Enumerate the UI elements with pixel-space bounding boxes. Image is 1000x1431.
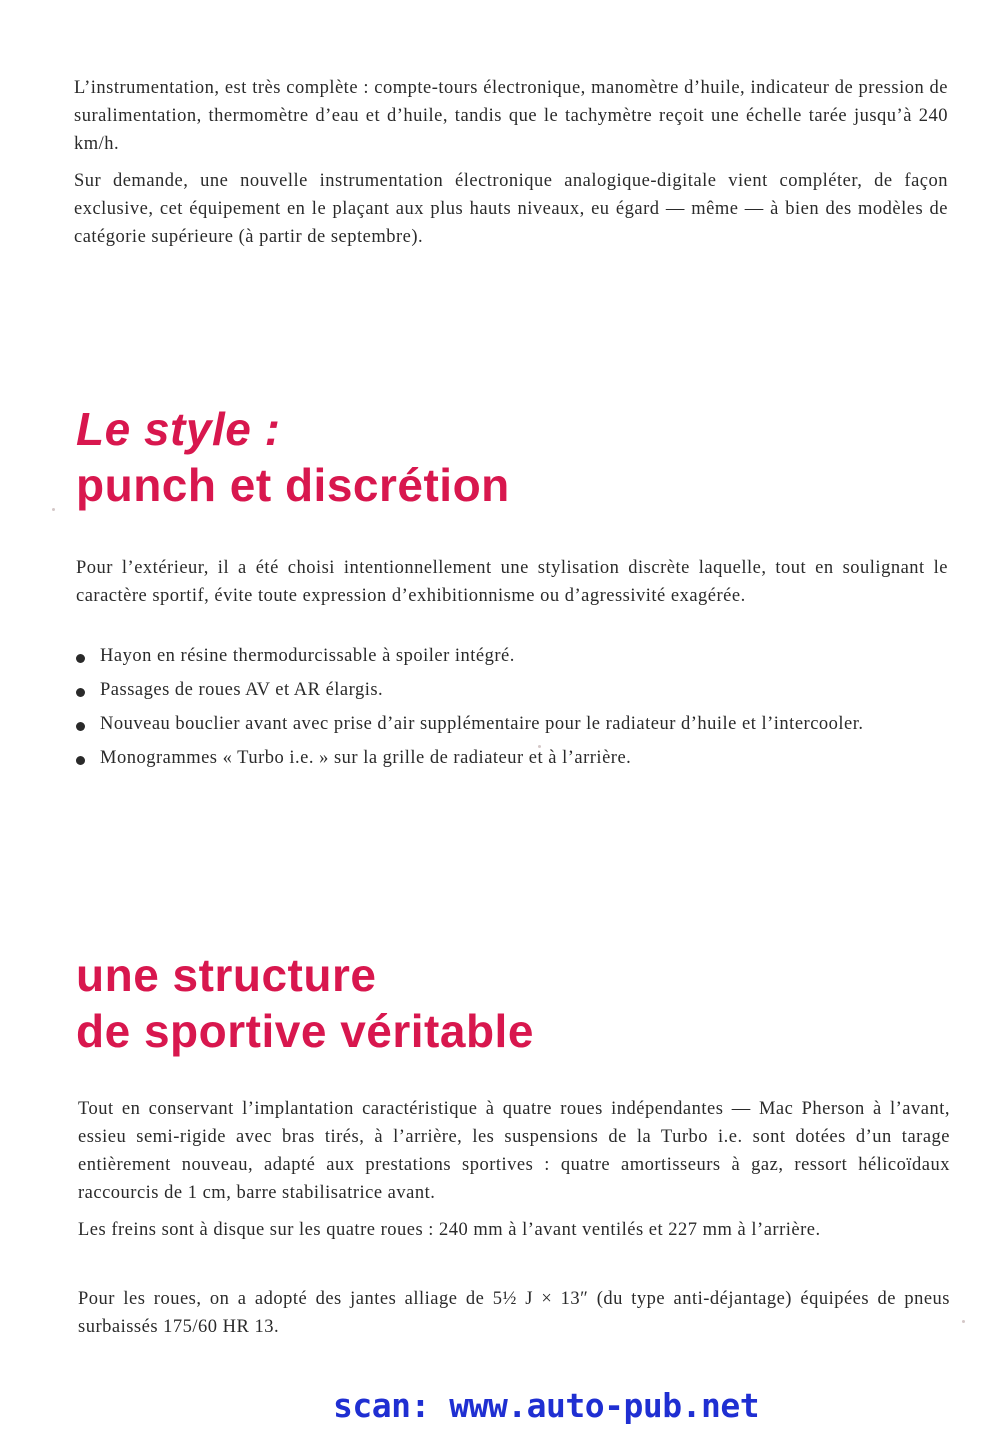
scan-watermark: scan: www.auto-pub.net (333, 1386, 760, 1425)
bullet-text: Nouveau bouclier avant avec prise d’air supplémentaire pour le radiateur d’huile et l’intercooler. (100, 714, 864, 734)
list-item (76, 676, 948, 704)
structure-heading-line-2: de sportive véritable (76, 1005, 534, 1057)
bullet-text: Passages de roues AV et AR élargis. (100, 680, 384, 700)
structure-paragraph-3: Pour les roues, on a adopté des jantes alliage de 5½ J × 13″ (du type anti-déjantage) équipées de pneus surbaissés 175/60 HR 13. (78, 1289, 950, 1337)
bullet-text: Monogrammes « Turbo i.e. » sur la grille de radiateur et à l’arrière. (100, 748, 632, 768)
structure-heading (76, 947, 534, 1059)
bullet-icon (76, 688, 85, 697)
structure-paragraph-2: Les freins sont à disque sur les quatre roues : 240 mm à l’avant ventilés et 227 mm à l’arrière. (78, 1220, 821, 1240)
style-paragraph: Pour l’extérieur, il a été choisi intentionnellement une stylisation discrète laquelle, tout en soulignant le caractère sportif, évite toute expression d’exhibitionnisme ou d’agressivité exagérée. (76, 558, 948, 606)
list-item (76, 642, 948, 670)
style-heading-line-2: punch et discrétion (76, 459, 510, 511)
bullet-icon (76, 756, 85, 765)
list-item (76, 744, 948, 772)
style-heading-line-1: Le style : (76, 403, 281, 455)
structure-heading-line-1: une structure (76, 949, 377, 1001)
paper-speck (538, 745, 541, 748)
style-heading (76, 401, 510, 513)
structure-paragraph-1: Tout en conservant l’implantation caractéristique à quatre roues indépendantes — Mac Pherson à l’avant, essieu semi-rigide avec bras tirés, à l’arrière, les suspensions de la Turbo i.e. sont dotées d’un tarage entièrement nouveau, adapté aux prestations sportives : quatre amortisseurs à gaz, ressort hélicoïdaux raccourcis de 1 cm, barre stabilisatrice avant. (78, 1099, 950, 1203)
paper-speck (52, 508, 55, 511)
list-item (76, 710, 948, 738)
intro-paragraph-2: Sur demande, une nouvelle instrumentation électronique analogique-digitale vient compléter, de façon exclusive, cet équipement en le plaçant aux plus hauts niveaux, eu égard — même — à bien des modèles de catégorie supérieure (à partir de septembre). (74, 171, 948, 247)
intro-paragraph-1: L’instrumentation, est très complète : compte-tours électronique, manomètre d’huile, indicateur de pression de suralimentation, thermomètre d’eau et d’huile, tandis que le tachymètre reçoit une échelle tarée jusqu’à 240 km/h. (74, 78, 948, 154)
bullet-icon (76, 722, 85, 731)
paper-speck (962, 1320, 965, 1323)
bullet-text: Hayon en résine thermodurcissable à spoiler intégré. (100, 646, 515, 666)
bullet-icon (76, 654, 85, 663)
style-bullet-list (76, 642, 948, 778)
